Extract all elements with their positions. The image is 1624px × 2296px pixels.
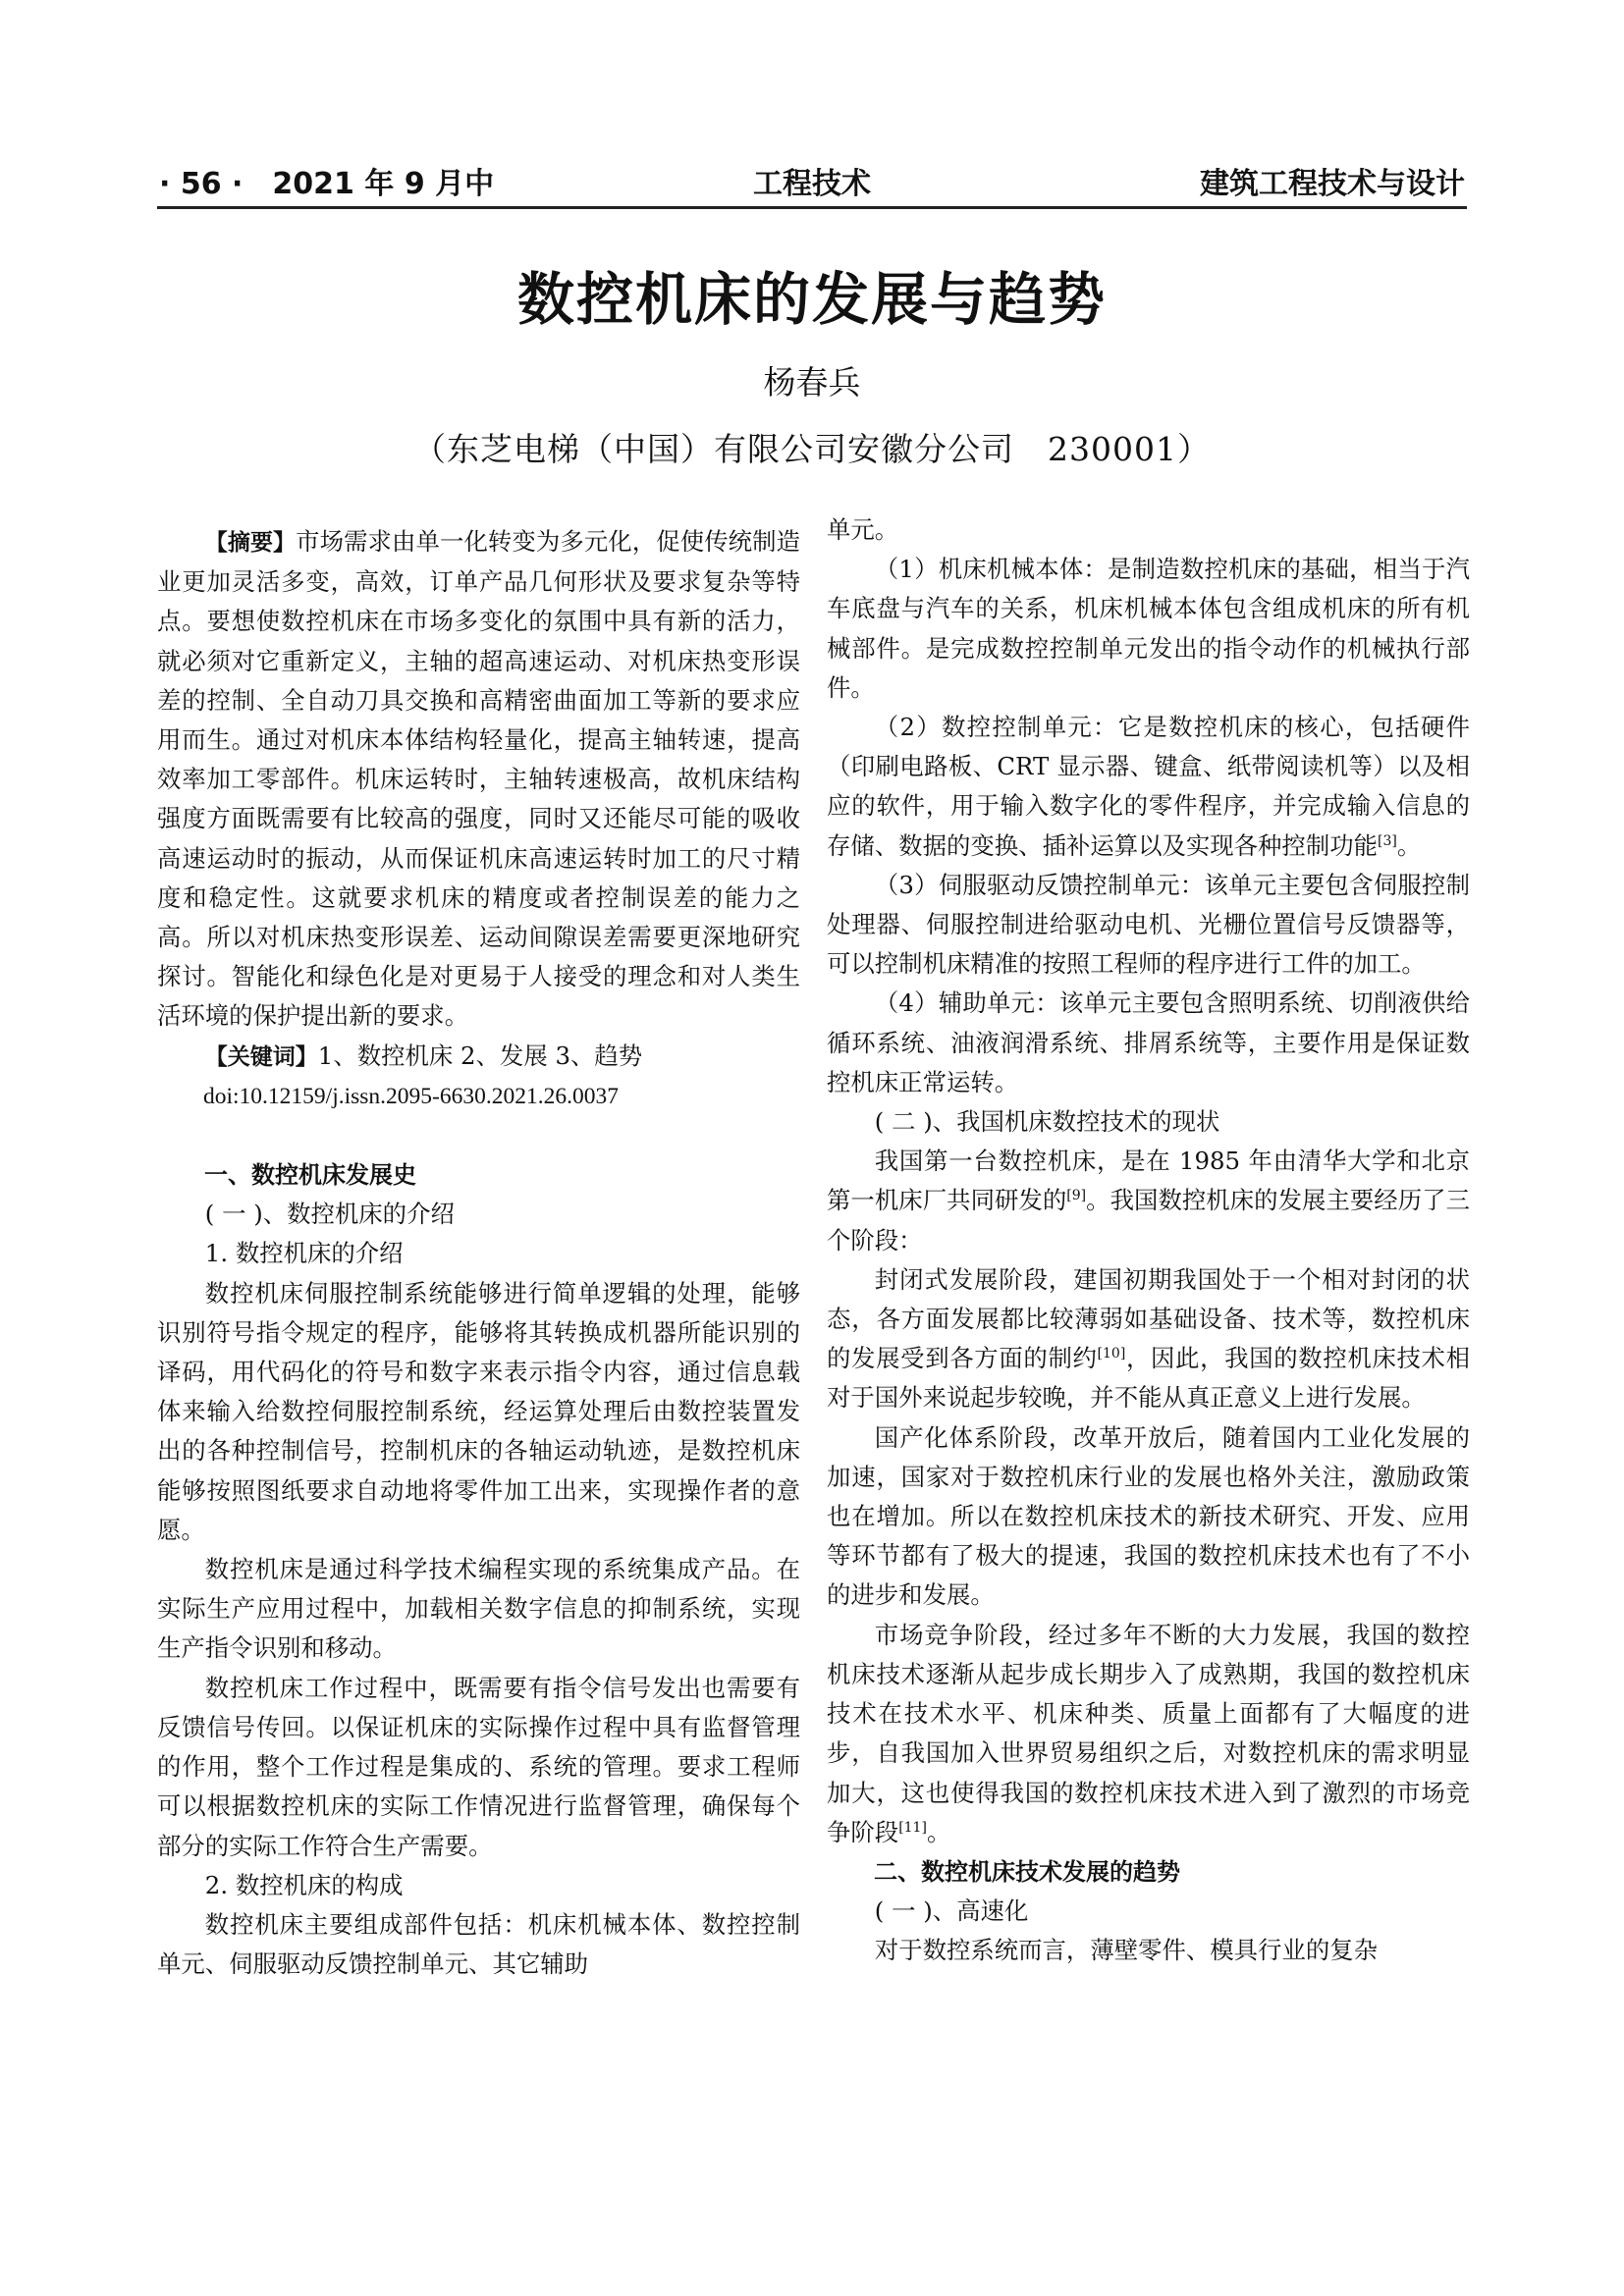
subsection-heading: ( 一 )、高速化: [874, 1896, 1029, 1926]
paragraph-text: ，因此，我国的数控机床技术相对于国外来说起步较晚，并不能从真正意义上进行发展。: [827, 1344, 1470, 1413]
paragraph-text: 市场竞争阶段，经过多年不断的大力发展，我国的数控机床技术逐渐从起步成长期步入了成熟期，我国的数控机床技术在技术水平、机床种类、质量上面都有了大幅度的进步，自我国加入世界贸易组织之后，对数控机床的需求明显加大，这也使得我国的数控机床技术进入到了激烈的市场竞争阶段: [827, 1620, 1470, 1846]
citation: [11]: [898, 1819, 927, 1836]
author-affiliation: （东芝电梯（中国）有限公司安徽分公司 230001）: [413, 430, 1211, 468]
paragraph: [827, 1260, 1470, 1418]
doi: doi:10.12159/j.issn.2095-6630.2021.26.0037: [203, 1083, 620, 1109]
article-title: 数控机床的发展与趋势: [516, 266, 1107, 333]
author-name: 杨春兵: [763, 363, 861, 401]
paragraph: （1）机床机械本体：是制造数控机床的基础，相当于汽车底盘与汽车的关系，机床机械本体包含组成机床的所有机械部件。是完成数控控制单元发出的指令动作的机械执行部件。: [827, 555, 1470, 702]
section-heading-2: 二、数控机床技术发展的趋势: [874, 1857, 1180, 1886]
subsection-heading: 2. 数控机床的构成: [204, 1870, 404, 1899]
citation: [3]: [1378, 832, 1397, 849]
citation: [10]: [1097, 1346, 1126, 1362]
paragraph: 对于数控系统而言，薄壁零件、模具行业的复杂: [874, 1936, 1379, 1965]
section-name: 工程技术: [753, 167, 871, 201]
paragraph: [827, 1616, 1470, 1852]
paragraph: 数控机床主要组成部件包括：机床机械本体、数控控制单元、伺服驱动反馈控制单元、其它辅助: [157, 1909, 800, 1979]
running-header: [157, 157, 1467, 209]
subsection-heading: ( 二 )、我国机床数控技术的现状: [874, 1107, 1220, 1137]
journal-name: 建筑工程技术与设计: [1200, 167, 1465, 201]
paragraph-text: 封闭式发展阶段，建国初期我国处于一个相对封闭的状态，各方面发展都比较薄弱如基础设备、技术等，数控机床的发展受到各方面的制约: [827, 1264, 1470, 1373]
citation: [9]: [1066, 1188, 1087, 1204]
abstract: [157, 522, 800, 1037]
paragraph-text: 。我国数控机床的发展主要经历了三个阶段：: [827, 1186, 1470, 1255]
page-number-date: · 56 · 2021 年 9 月中: [159, 167, 495, 201]
right-column: [827, 510, 1470, 1971]
paragraph-text: 。: [926, 1817, 951, 1846]
keywords-text: 1、数控机床 2、发展 3、趋势: [317, 1041, 643, 1070]
abstract-label: 【摘要】: [204, 530, 297, 556]
keywords-label: 【关键词】: [204, 1043, 318, 1070]
paragraph: [827, 1142, 1470, 1260]
subsection-heading: ( 一 )、数控机床的介绍: [204, 1200, 455, 1229]
left-column: [157, 522, 800, 1984]
paragraph-text: 。: [1396, 830, 1422, 860]
paragraph: 单元。: [827, 515, 899, 544]
section-heading-1: 一、数控机床发展史: [204, 1161, 416, 1190]
paragraph: [827, 708, 1470, 866]
paragraph-text: （2）数控控制单元：它是数控机床的核心，包括硬件（印刷电路板、CRT 显示器、键盒、纸带阅读机等）以及相应的软件，用于输入数字化的零件程序，并完成输入信息的存储、数据的变换、插补运算以及实现各种控制功能: [827, 713, 1470, 860]
paragraph: 数控机床伺服控制系统能够进行简单逻辑的处理，能够识别符号指令规定的程序，能够将其转换成机器所能识别的译码，用代码化的符号和数字来表示指令内容，通过信息载体来输入给数控伺服控制系统，经运算处理后由数控装置发出的各种控制信号，控制机床的各轴运动轨迹，是数控机床能够按照图纸要求自动地将零件加工出来，实现操作者的意愿。: [157, 1278, 800, 1544]
subsection-heading: 1. 数控机床的介绍: [204, 1239, 404, 1268]
paragraph: （3）伺服驱动反馈控制单元：该单元主要包含伺服控制处理器、伺服控制进给驱动电机、光栅位置信号反馈器等，可以控制机床精准的按照工程师的程序进行工件的加工。: [827, 870, 1470, 979]
paragraph: 国产化体系阶段，改革开放后，随着国内工业化发展的加速，国家对于数控机床行业的发展也格外关注，激励政策也在增加。所以在数控机床技术的新技术研究、开发、应用等环节都有了极大的提速，我国的数控机床技术也有了不小的进步和发展。: [827, 1422, 1470, 1610]
paragraph: 数控机床是通过科学技术编程实现的系统集成产品。在实际生产应用过程中，加载相关数字信息的抑制系统，实现生产指令识别和移动。: [157, 1555, 800, 1663]
paragraph: （4）辅助单元：该单元主要包含照明系统、切削液供给循环系统、油液润滑系统、排屑系统等，主要作用是保证数控机床正常运转。: [827, 988, 1470, 1096]
keywords: [157, 1037, 800, 1077]
paragraph: 数控机床工作过程中，既需要有指令信号发出也需要有反馈信号传回。以保证机床的实际操作过程中具有监督管理的作用，整个工作过程是集成的、系统的管理。要求工程师可以根据数控机床的实际工作情况进行监督管理，确保每个部分的实际工作符合生产需要。: [157, 1673, 800, 1860]
abstract-text: 市场需求由单一化转变为多元化，促使传统制造业更加灵活多变，高效，订单产品几何形状及要求复杂等特点。要想使数控机床在市场多变化的氛围中具有新的活力，就必须对它重新定义，主轴的超高速运动、对机床热变形误差的控制、全自动刀具交换和高精密曲面加工等新的要求应用而生。通过对机床本体结构轻量化，提高主轴转速，提高效率加工零部件。机床运转时，主轴转速极高，故机床结构强度方面既需要有比较高的强度，同时又还能尽可能的吸收高速运动时的振动，从而保证机床高速运转时加工的尺寸精度和稳定性。这就要求机床的精度或者控制误差的能力之高。所以对机床热变形误差、运动间隙误差需要更深地研究探讨。智能化和绿色化是对更易于人接受的理念和对人类生活环境的保护提出新的要求。: [157, 527, 800, 1031]
paragraph-text: 我国第一台数控机床，是在 1985 年由清华大学和北京第一机床厂共同研发的: [827, 1147, 1470, 1215]
